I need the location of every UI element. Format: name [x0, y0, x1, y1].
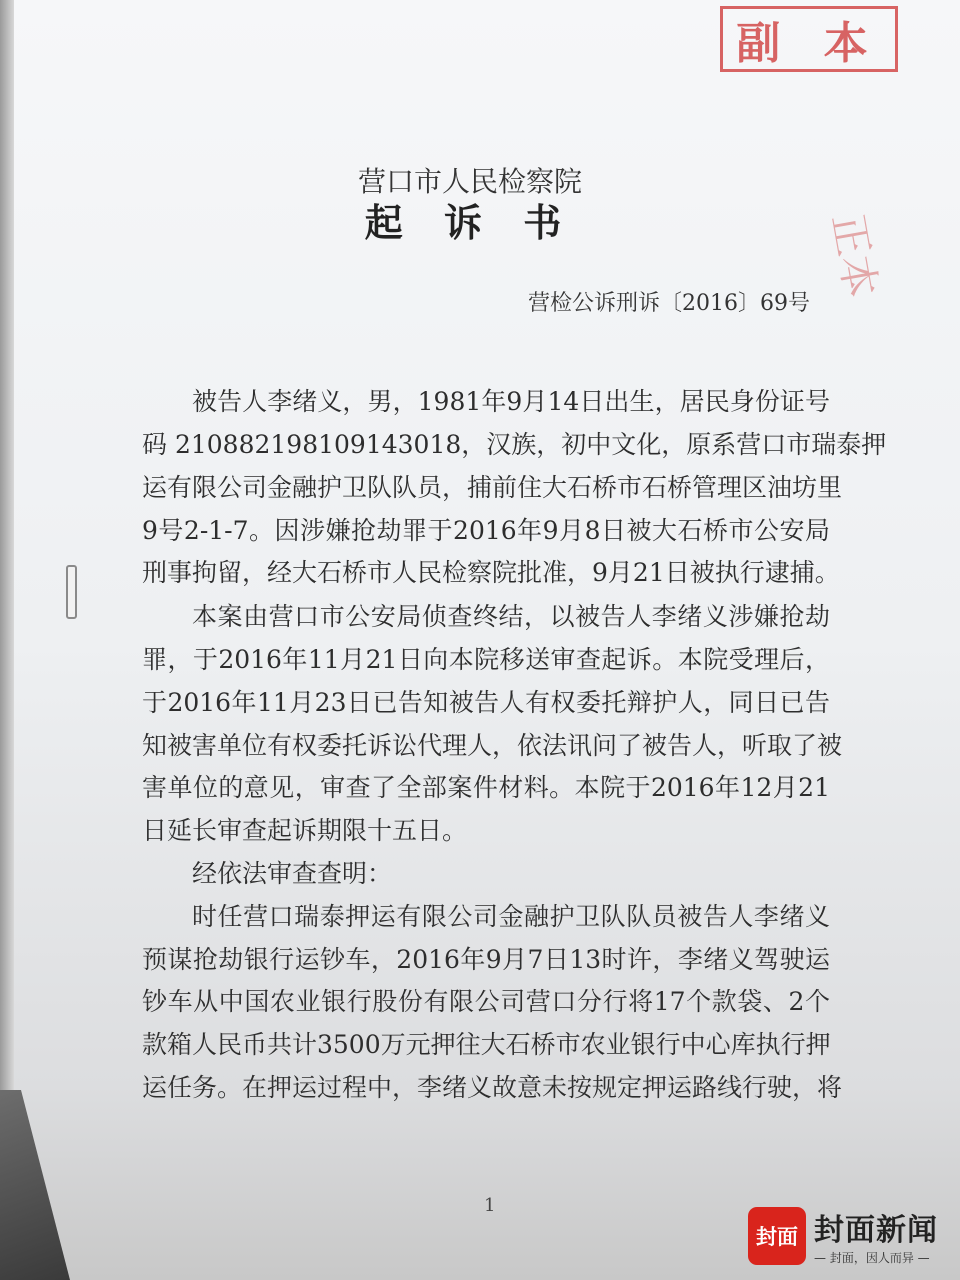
organization-name: 营口市人民检察院 — [357, 165, 582, 198]
body-line: 知被害单位有权委托诉讼代理人，依法讯问了被告人，听取了被 — [142, 731, 843, 760]
body-line: 被告人李绪义，男，1981年9月14日出生，居民身份证号 — [192, 387, 830, 416]
page-number: 1 — [484, 1195, 496, 1216]
body-line: 害单位的意见，审查了全部案件材料。本院于2016年12月21 — [142, 773, 830, 802]
brand-badge-icon: 封面 — [748, 1207, 806, 1265]
body-line: 预谋抢劫银行运钞车，2016年9月7日13时许，李绪义驾驶运 — [142, 945, 830, 974]
brand-slogan: — 封面，因人而异 — — [814, 1251, 930, 1265]
body-line: 款箱人民币共计3500万元押往大石桥市农业银行中心库执行押 — [142, 1030, 831, 1059]
body-line: 本案由营口市公安局侦查终结，以被告人李绪义涉嫌抢劫 — [192, 602, 830, 631]
body-line: 经依法审查查明： — [192, 859, 393, 888]
body-line: 刑事拘留，经大石桥市人民检察院批准，9月21日被执行逮捕。 — [142, 558, 840, 587]
body-line: 运任务。在押运过程中，李绪义故意未按规定押运路线行驶，将 — [142, 1073, 843, 1102]
handwritten-mark: 正本 — [823, 209, 886, 302]
body-line: 钞车从中国农业银行股份有限公司营口分行将17个款袋、2个 — [142, 987, 830, 1016]
copy-stamp: 副 本 — [720, 6, 898, 72]
body-line: 码 210882198109143018，汉族，初中文化，原系营口市瑞泰押 — [142, 430, 887, 459]
body-line: 9号2-1-7。因涉嫌抢劫罪于2016年9月8日被大石桥市公安局 — [142, 516, 830, 545]
body-line: 时任营口瑞泰押运有限公司金融护卫队队员被告人李绪义 — [192, 902, 830, 931]
body-line: 日延长审查起诉期限十五日。 — [142, 816, 468, 845]
staple-clip — [66, 565, 77, 619]
document-number: 营检公诉刑诉〔2016〕69号 — [528, 291, 810, 316]
watermark-logo — [748, 1205, 938, 1266]
brand-name: 封面新闻 — [814, 1213, 938, 1248]
body-line: 运有限公司金融护卫队队员，捕前住大石桥市石桥管理区油坊里 — [142, 473, 843, 502]
body-line: 罪，于2016年11月21日向本院移送审查起诉。本院受理后， — [142, 645, 830, 674]
document-title: 起 诉 书 — [364, 200, 576, 245]
body-line: 于2016年11月23日已告知被告人有权委托辩护人，同日已告 — [142, 688, 830, 717]
